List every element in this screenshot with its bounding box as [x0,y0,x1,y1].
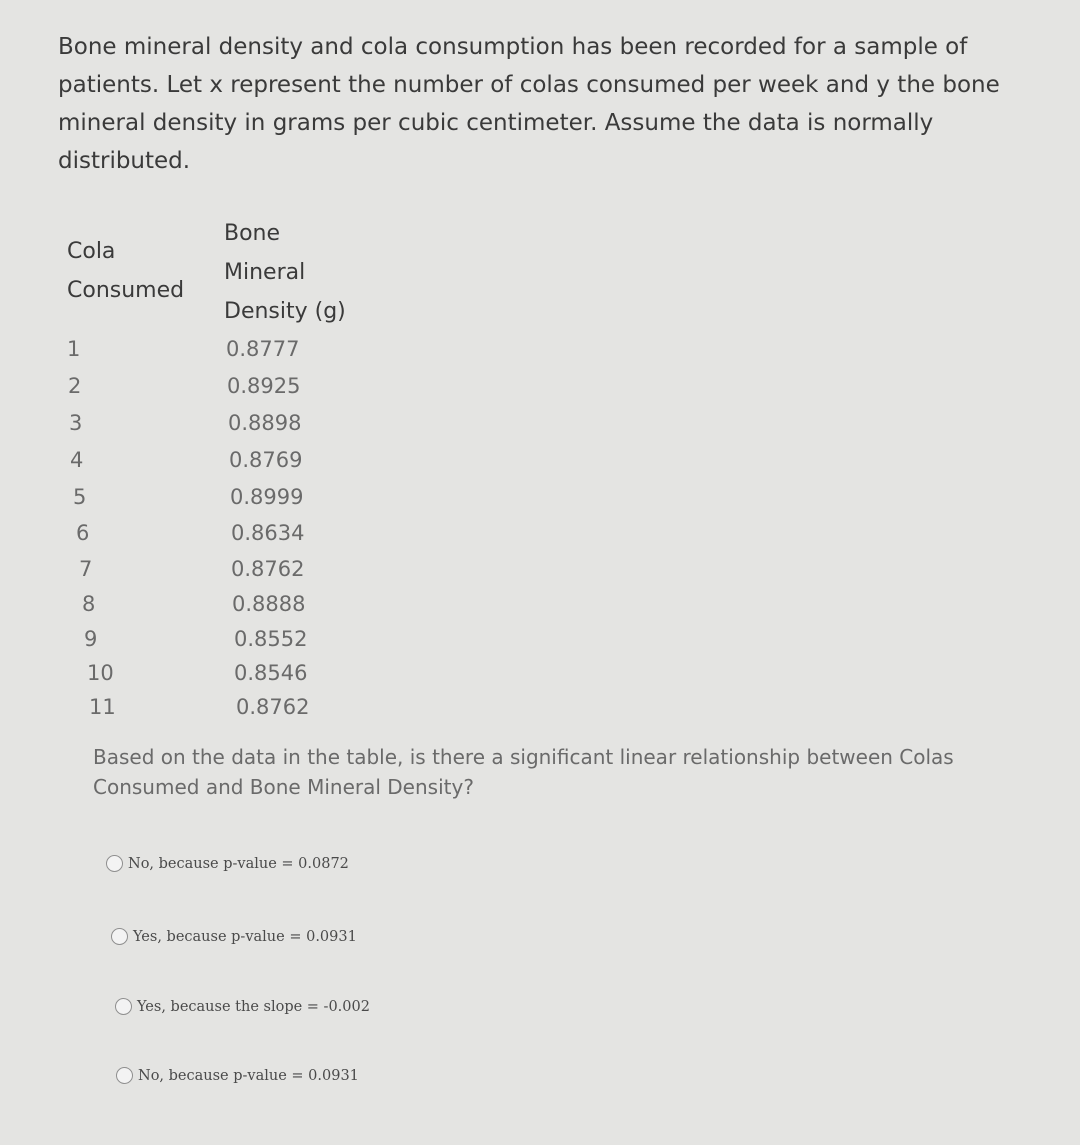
cola-consumed-cell: 11 [89,695,116,719]
bone-density-cell: 0.8898 [228,411,302,435]
radio-button-icon[interactable] [115,998,132,1015]
column-header-cola-consumed [67,232,184,310]
bone-density-cell: 0.8762 [231,557,305,581]
cola-consumed-cell: 2 [68,374,82,398]
cola-consumed-cell: 5 [73,485,87,509]
choice-label: Yes, because the slope = -0.002 [137,998,370,1015]
column-header-y-line-2: Mineral [224,260,306,285]
choice-label: No, because p-value = 0.0931 [138,1067,359,1084]
bone-density-cell: 0.8888 [232,592,306,616]
cola-consumed-cell: 6 [76,521,90,545]
column-header-y-line-3: Density (g) [224,299,346,324]
question-intro: Bone mineral density and cola consumption has been recorded for a sample of patients. Let x represent the number of colas consumed per week and y the bone mineral density in grams per cubic centimeter. Assume the data is normally distributed. [58,34,1000,174]
radio-button-icon[interactable] [116,1067,133,1084]
bone-density-cell: 0.8769 [229,448,303,472]
question-prompt: Based on the data in the table, is there a significant linear relationship between Colas Consumed and Bone Mineral Density? [93,745,954,799]
cola-consumed-cell: 7 [79,557,93,581]
answer-choice[interactable] [116,1067,359,1084]
answer-choice[interactable] [106,855,349,872]
cola-consumed-cell: 4 [70,448,84,472]
column-header-x-line-1: Cola [67,239,116,264]
answer-choice[interactable] [115,998,370,1015]
bone-density-cell: 0.8634 [231,521,305,545]
answer-choice[interactable] [111,928,357,945]
radio-button-icon[interactable] [106,855,123,872]
cola-consumed-cell: 9 [84,627,98,651]
column-header-bone-mineral-density [224,214,346,331]
cola-consumed-cell: 1 [67,337,81,361]
bone-density-cell: 0.8925 [227,374,301,398]
bone-density-cell: 0.8999 [230,485,304,509]
cola-consumed-cell: 8 [82,592,96,616]
cola-consumed-cell: 3 [69,411,83,435]
choice-label: No, because p-value = 0.0872 [128,855,349,872]
radio-button-icon[interactable] [111,928,128,945]
column-header-x-line-2: Consumed [67,278,185,303]
bone-density-cell: 0.8777 [226,337,300,361]
bone-density-cell: 0.8762 [236,695,310,719]
bone-density-cell: 0.8546 [234,661,308,685]
column-header-y-line-1: Bone [224,221,281,246]
cola-consumed-cell: 10 [87,661,114,685]
choice-label: Yes, because p-value = 0.0931 [133,928,357,945]
bone-density-cell: 0.8552 [234,627,308,651]
